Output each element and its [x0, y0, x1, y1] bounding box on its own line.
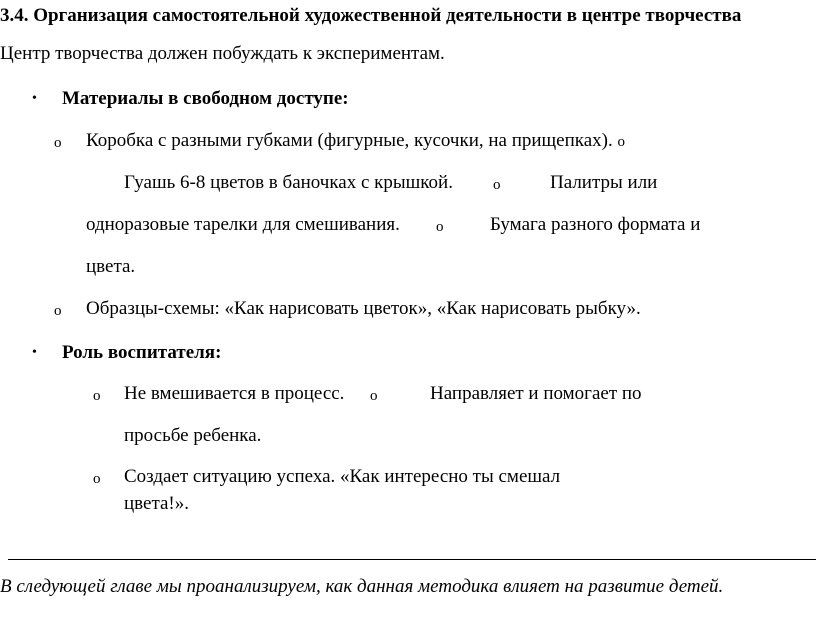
materials-item-line: [86, 129, 625, 154]
materials-item-text: цвета.: [86, 256, 136, 277]
teacher-role-title: Роль воспитателя:: [62, 342, 222, 363]
teacher-role-item-text: Направляет и помогает по: [430, 383, 642, 404]
circle-bullet-icon: o: [93, 388, 101, 404]
teacher-role-item-text: Создает ситуацию успеха. «Как интересно ты смешал: [124, 466, 561, 487]
circle-bullet-icon: o: [617, 134, 625, 150]
horizontal-divider: [8, 559, 816, 560]
circle-bullet-icon: o: [54, 135, 62, 151]
materials-item-text: одноразовые тарелки для смешивания.: [86, 214, 400, 235]
materials-item-text: Бумага разного формата и: [490, 214, 701, 235]
circle-bullet-icon: o: [436, 219, 444, 235]
materials-item-text: Коробка с разными губками (фигурные, кусочки, на прищепках).: [86, 130, 613, 151]
materials-item-text: Гуашь 6-8 цветов в баночках с крышкой.: [124, 172, 453, 193]
teacher-role-item-text: цвета!».: [124, 493, 190, 514]
bullet-icon: •: [32, 345, 37, 360]
circle-bullet-icon: o: [54, 303, 62, 319]
footer-note: В следующей главе мы проанализируем, как данная методика влияет на развитие детей.: [0, 576, 724, 597]
bullet-icon: •: [32, 91, 37, 106]
materials-item-text: Палитры или: [550, 172, 658, 193]
teacher-role-item-text: просьбе ребенка.: [124, 425, 262, 446]
circle-bullet-icon: o: [93, 471, 101, 487]
circle-bullet-icon: o: [493, 177, 501, 193]
intro-text: Центр творчества должен побуждать к экспериментам.: [0, 43, 445, 64]
circle-bullet-icon: o: [370, 388, 378, 404]
teacher-role-item-text: Не вмешивается в процесс.: [124, 383, 345, 404]
materials-item-text: Образцы-схемы: «Как нарисовать цветок», «Как нарисовать рыбку».: [86, 298, 641, 319]
materials-title: Материалы в свободном доступе:: [62, 88, 349, 109]
section-heading: 3.4. Организация самостоятельной художественной деятельности в центре творчества: [0, 5, 742, 26]
